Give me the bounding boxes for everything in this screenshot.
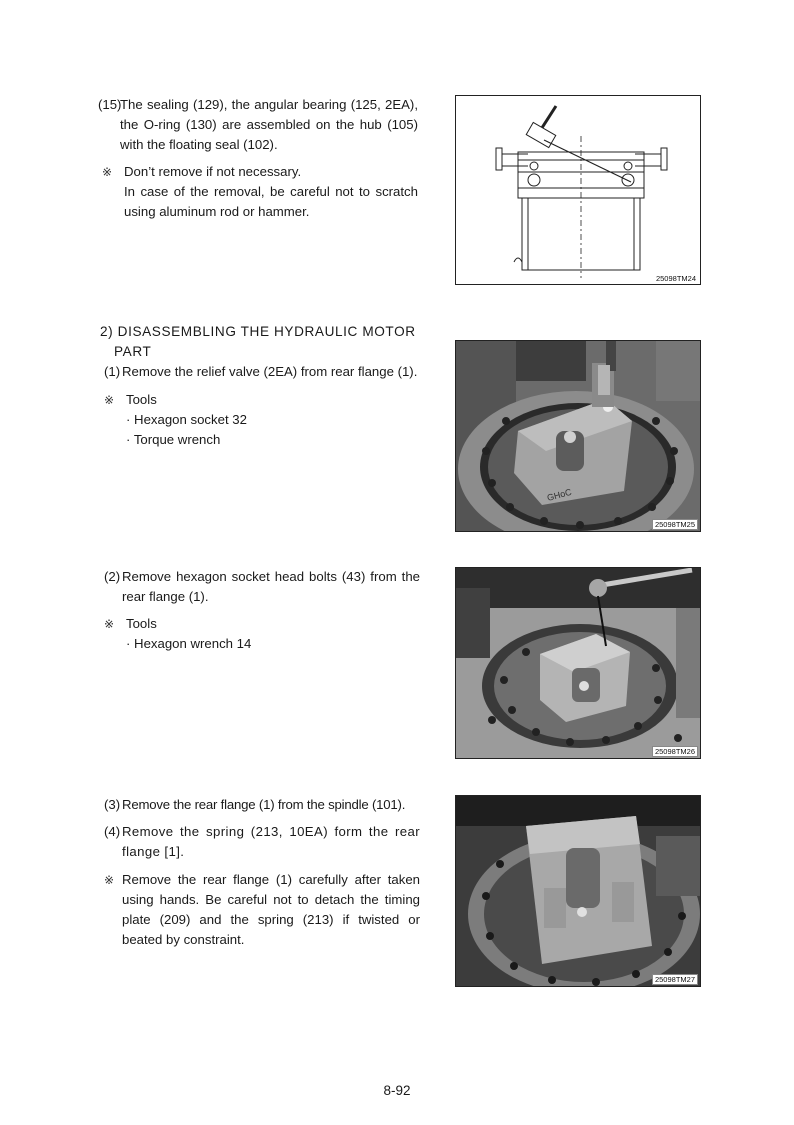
handwritten-mark: GHoC bbox=[545, 486, 573, 503]
hub-assembly-diagram bbox=[455, 95, 701, 285]
rear-flange-photo bbox=[455, 795, 701, 987]
note-line: In case of the removal, be careful not to scratch using aluminum rod or hammer. bbox=[124, 184, 418, 219]
step-text: Remove hexagon socket head bolts (43) from the rear flange (1). bbox=[122, 569, 420, 604]
note-mark: ※ bbox=[104, 873, 115, 887]
step-3 bbox=[104, 795, 420, 815]
step-text: Remove the relief valve (2EA) from rear flange (1). bbox=[122, 364, 418, 379]
step-text: The sealing (129), the angular bearing (125, 2EA), the O-ring (130) are assembled on the hub (105) with the floating seal (102). bbox=[120, 97, 418, 152]
tool-item: · Torque wrench bbox=[126, 432, 221, 447]
note-mark: ※ bbox=[102, 165, 113, 179]
step-15 bbox=[98, 95, 418, 155]
step-15-note bbox=[102, 162, 418, 222]
step-number: (1) bbox=[104, 364, 121, 379]
figure-code: 25098TM27 bbox=[652, 974, 698, 985]
note-mark: ※ bbox=[104, 617, 115, 631]
step-2 bbox=[104, 567, 420, 607]
tool-item: · Hexagon socket 32 bbox=[126, 412, 247, 427]
heading-line: 2) DISASSEMBLING THE HYDRAULIC MOTOR bbox=[100, 324, 416, 339]
tools-label: Tools bbox=[126, 392, 157, 407]
step-4 bbox=[104, 822, 420, 862]
note-text: Remove the rear flange (1) carefully after taken using hands. Be careful not to detach the timing plate (209) and the spring (213) if twisted or beated by constraint. bbox=[122, 872, 420, 947]
figure-code: 25098TM24 bbox=[655, 274, 696, 283]
step-text: Remove the spring (213, 10EA) form the rear flange [1]. bbox=[122, 824, 420, 859]
step-number: (3) bbox=[104, 797, 121, 812]
step-1 bbox=[104, 362, 420, 382]
step-4-note bbox=[104, 870, 420, 950]
relief-valve-photo bbox=[455, 340, 701, 532]
hexagon-wrench-photo bbox=[455, 567, 701, 759]
section-heading bbox=[100, 322, 420, 362]
hub-assembly-drawing bbox=[456, 96, 700, 284]
figure-code: 25098TM25 bbox=[652, 519, 698, 530]
figure-code: 25098TM26 bbox=[652, 746, 698, 757]
step-number: (2) bbox=[104, 569, 121, 584]
tools-label: Tools bbox=[126, 616, 157, 631]
page-number: 8-92 bbox=[383, 1083, 411, 1098]
step-2-tools bbox=[104, 614, 420, 654]
step-text: Remove the rear flange (1) from the spindle (101). bbox=[122, 797, 406, 812]
step-1-tools bbox=[104, 390, 420, 450]
step-number: (4) bbox=[104, 824, 121, 839]
note-line: Don’t remove if not necessary. bbox=[124, 164, 302, 179]
note-mark: ※ bbox=[104, 393, 115, 407]
step-number: (15) bbox=[98, 97, 122, 112]
heading-line: PART bbox=[114, 344, 152, 359]
tool-item: · Hexagon wrench 14 bbox=[126, 636, 252, 651]
